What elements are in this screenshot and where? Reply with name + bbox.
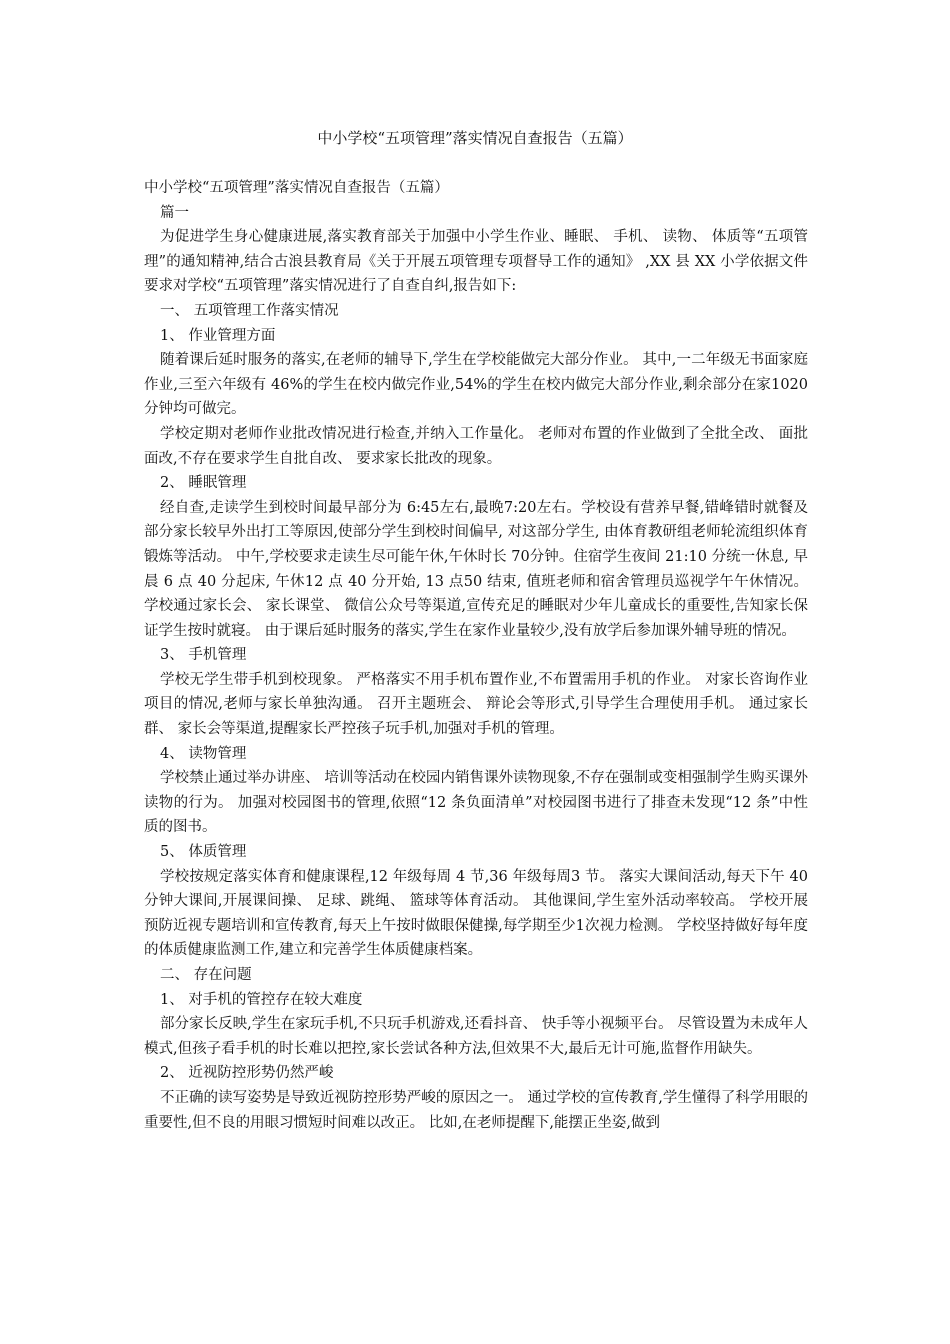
subheading-phone: 3、 手机管理 [160,647,247,664]
section-label-part-one: 篇一 [160,204,189,221]
intro-paragraph: 为促进学生身心健康进展,落实教育部关于加强中小学生作业、睡眠、 手机、 读物、 体质等“五项管理”的通知精神,结合古浪县教育局《关于开展五项管理专项督导工作的通知》 ,XX 县 XX 小学依据文件要求对学校“五项管理”落实情况进行了自查自纠,报告如下: [144,229,808,295]
subheading-phone-difficulty: 1、 对手机的管控存在较大难度 [160,991,363,1008]
document-title: 中小学校“五项管理”落实情况自查报告（五篇） [317,129,633,147]
paragraph-fitness: 学校按规定落实体育和健康课程,12 年级每周 4 节,36 年级每周3 节。 落实大课间活动,每天下午 40 分钟大课间,开展课间操、 足球、跳绳、 篮球等体育活动。 其他课间,学生室外活动率较高。 学校开展预防近视专题培训和宣传教育,每天上午按时做眼保健操,每学期至少1次视力检测。 学校坚持做好每年度的体质健康监测工作,建立和完善学生体质健康档案。 [144,868,808,959]
paragraph-myopia: 不正确的读写姿势是导致近视防控形势严峻的原因之一。 通过学校的宣传教育,学生懂得了科学用眼的重要性,但不良的用眼习惯短时间难以改正。 比如,在老师提醒下,能摆正坐姿,做到 [144,1089,808,1131]
subheading-reading: 4、 读物管理 [160,745,247,762]
section-heading-problems: 二、 存在问题 [160,967,252,983]
paragraph-homework-2: 学校定期对老师作业批改情况进行检查,并纳入工作量化。 老师对布置的作业做到了全批全改、 面批面改,不存在要求学生自批自改、 要求家长批改的现象。 [144,425,808,467]
paragraph-homework-1: 随着课后延时服务的落实,在老师的辅导下,学生在学校能做完大部分作业。 其中,一二年级无书面家庭作业,三至六年级有 46%的学生在校内做完作业,54%的学生在校内做完大部分作业,剩余部分在家1020 分钟均可做完。 [144,352,808,418]
document-body [144,176,808,1135]
subheading-fitness: 5、 体质管理 [160,844,247,861]
section-heading-implementation: 一、 五项管理工作落实情况 [160,302,339,319]
report-heading: 中小学校“五项管理”落实情况自查报告（五篇） [144,180,449,196]
subheading-sleep: 2、 睡眠管理 [160,475,247,492]
paragraph-sleep: 经自查,走读学生到校时间最早部分为 6:45左右,最晚7:20左右。学校设有营养早餐,错峰错时就餐及部分家长较早外出打工等原因,使部分学生到校时间偏早, 对这部分学生, 由体育教研组老师轮流组织体育锻炼等活动。 中午,学校要求走读生尽可能午休,午休时长 70分钟。住宿学生夜间 21:10 分统一休息, 早晨 6 点 40 分起床, 午休12 点 40 分开始, 13 点50 结束, 值班老师和宿舍管理员巡视学午午休情况。 学校通过家长会、 家长课堂、 微信公众号等渠道,宣传充足的睡眠对少年儿童成长的重要性,告知家长保证学生按时就寝。 由于课后延时服务的落实,学生在家作业量较少,没有放学后参加课外辅导班的情况。 [144,499,808,639]
paragraph-phone: 学校无学生带手机到校现象。 严格落实不用手机布置作业,不布置需用手机的作业。 对家长咨询作业项目的情况,老师与家长单独沟通。 召开主题班会、 辩论会等形式,引导学生合理使用手机。 通过家长群、 家长会等渠道,提醒家长严控孩子玩手机,加强对手机的管理。 [144,671,808,738]
subheading-homework: 1、 作业管理方面 [160,327,276,344]
paragraph-phone-difficulty: 部分家长反映,学生在家玩手机,不只玩手机游戏,还看抖音、 快手等小视频平台。 尽管设置为未成年人模式,但孩子看手机的时长难以把控,家长尝试各种方法,但效果不大,最后无计可施,监督作用缺失。 [144,1016,808,1057]
paragraph-reading: 学校禁止通过举办讲座、 培训等活动在校园内销售课外读物现象,不存在强制或变相强制学生购买课外读物的行为。 加强对校园图书的管理,依照“12 条负面清单”对校园图书进行了排查未发现“12 条”中性质的图书。 [144,770,808,836]
subheading-myopia: 2、 近视防控形势仍然严峻 [160,1065,334,1082]
